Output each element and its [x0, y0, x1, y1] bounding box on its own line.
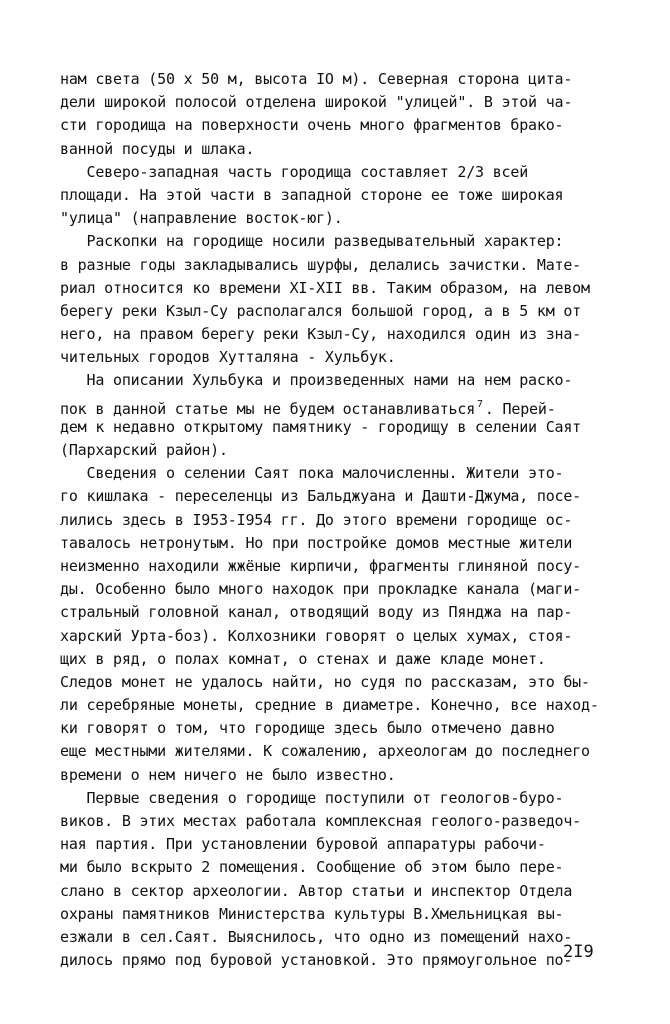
footnote-marker: 7 [477, 398, 483, 410]
text-line: харский Урта-боз). Колхозники говорят о целых хумах, стоя- [60, 626, 573, 645]
text-line: ми было вскрыто 2 помещения. Сообщение об этом было пере- [60, 858, 564, 877]
text-line: виков. В этих местах работала комплексная геолого-разведоч- [60, 812, 582, 830]
text-line: него, на правом берегу реки Кзыл-Су, находился один из зна- [60, 325, 582, 344]
body-text [60, 68, 620, 972]
text-line: ки говорят о том, что городище здесь было отмечено давно [60, 719, 555, 738]
text-line: в разные годы закладывались шурфы, делались зачистки. Мате- [60, 255, 582, 274]
text-line: неизменно находили жжёные кирпичи, фрагменты глиняной посу- [60, 556, 582, 575]
text-line: слано в сектор археологии. Автор статьи и инспектор Отдела [60, 881, 573, 900]
text-line: На описании Хульбука и произведенных нами на нем раско- [60, 371, 573, 390]
page-number: 2I9 [563, 942, 594, 962]
text-line: Первые сведения о городище поступили от геологов-буро- [60, 788, 564, 807]
text-line: Раскопки на городище носили разведывательный характер: [60, 232, 564, 251]
text-line-with-footnote [60, 393, 620, 416]
text-line: ная партия. При установлении буровой аппаратуры рабочи- [60, 835, 546, 854]
text-line: чительных городов Хутталяна - Хульбук. [60, 348, 396, 367]
text-line: берегу реки Кзыл-Су располагался большой город, а в 5 км от [60, 301, 582, 320]
text-line: стральный головной канал, отводящий воду из Пянджа на пар- [60, 603, 573, 622]
text-line: времени о нем ничего не было известно. [60, 765, 396, 784]
text-line: Сведения о селении Саят пока малочисленны. Жители это- [60, 464, 564, 483]
text-line-end: . Перей- [484, 399, 556, 418]
text-line-start: пок в данной статье мы не будем останавливаться [60, 399, 476, 418]
text-line: сти городища на поверхности очень много фрагментов брако- [60, 116, 564, 135]
text-line: лились здесь в I953-I954 гг. До этого времени городище ос- [60, 510, 573, 529]
text-line: ды. Особенно было много находок при прокладке канала (маги- [60, 580, 582, 599]
text-line: (Пархарский район). [60, 441, 228, 459]
text-line: го кишлака - переселенцы из Бальджуана и Дашти-Джума, посе- [60, 487, 582, 506]
text-line: тавалось нетронутым. Но при постройке домов местные жители [60, 533, 573, 552]
text-line: дели широкой полосой отделена широкой "улицей". В этой ча- [60, 93, 573, 112]
text-line: "улица" (направление восток-юг). [60, 209, 343, 228]
text-line: Северо-западная часть городища составляет 2/3 всей [60, 162, 529, 181]
text-line: еще местными жителями. К сожалению, археологам до последнего [60, 742, 590, 761]
text-line: ванной посуды и шлака. [60, 139, 255, 158]
text-line: щих в ряд, о полах комнат, о стенах и даже кладе монет. [60, 649, 546, 668]
text-line: охраны памятников Министерства культуры В.Хмельницкая вы- [60, 904, 564, 923]
text-line: площади. На этой части в западной стороне ее тоже широкая [60, 185, 564, 204]
text-line: нам света (50 х 50 м, высота IO м). Северная сторона цита- [60, 70, 573, 88]
text-line: риал относится ко времени XI-XII вв. Таким образом, на левом [60, 278, 590, 297]
text-line: Следов монет не удалось найти, но судя по рассказам, это бы- [60, 672, 590, 691]
text-line: дем к недавно открытому памятнику - городищу в селении Саят [60, 417, 582, 436]
text-line: езжали в сел.Саят. Выяснилось, что одно из помещений нахо- [60, 927, 573, 946]
text-line: ли серебряные монеты, средние в диаметре. Конечно, все наход- [60, 696, 599, 715]
text-line: дилось прямо под буровой установкой. Это прямоугольное по- [60, 951, 573, 970]
